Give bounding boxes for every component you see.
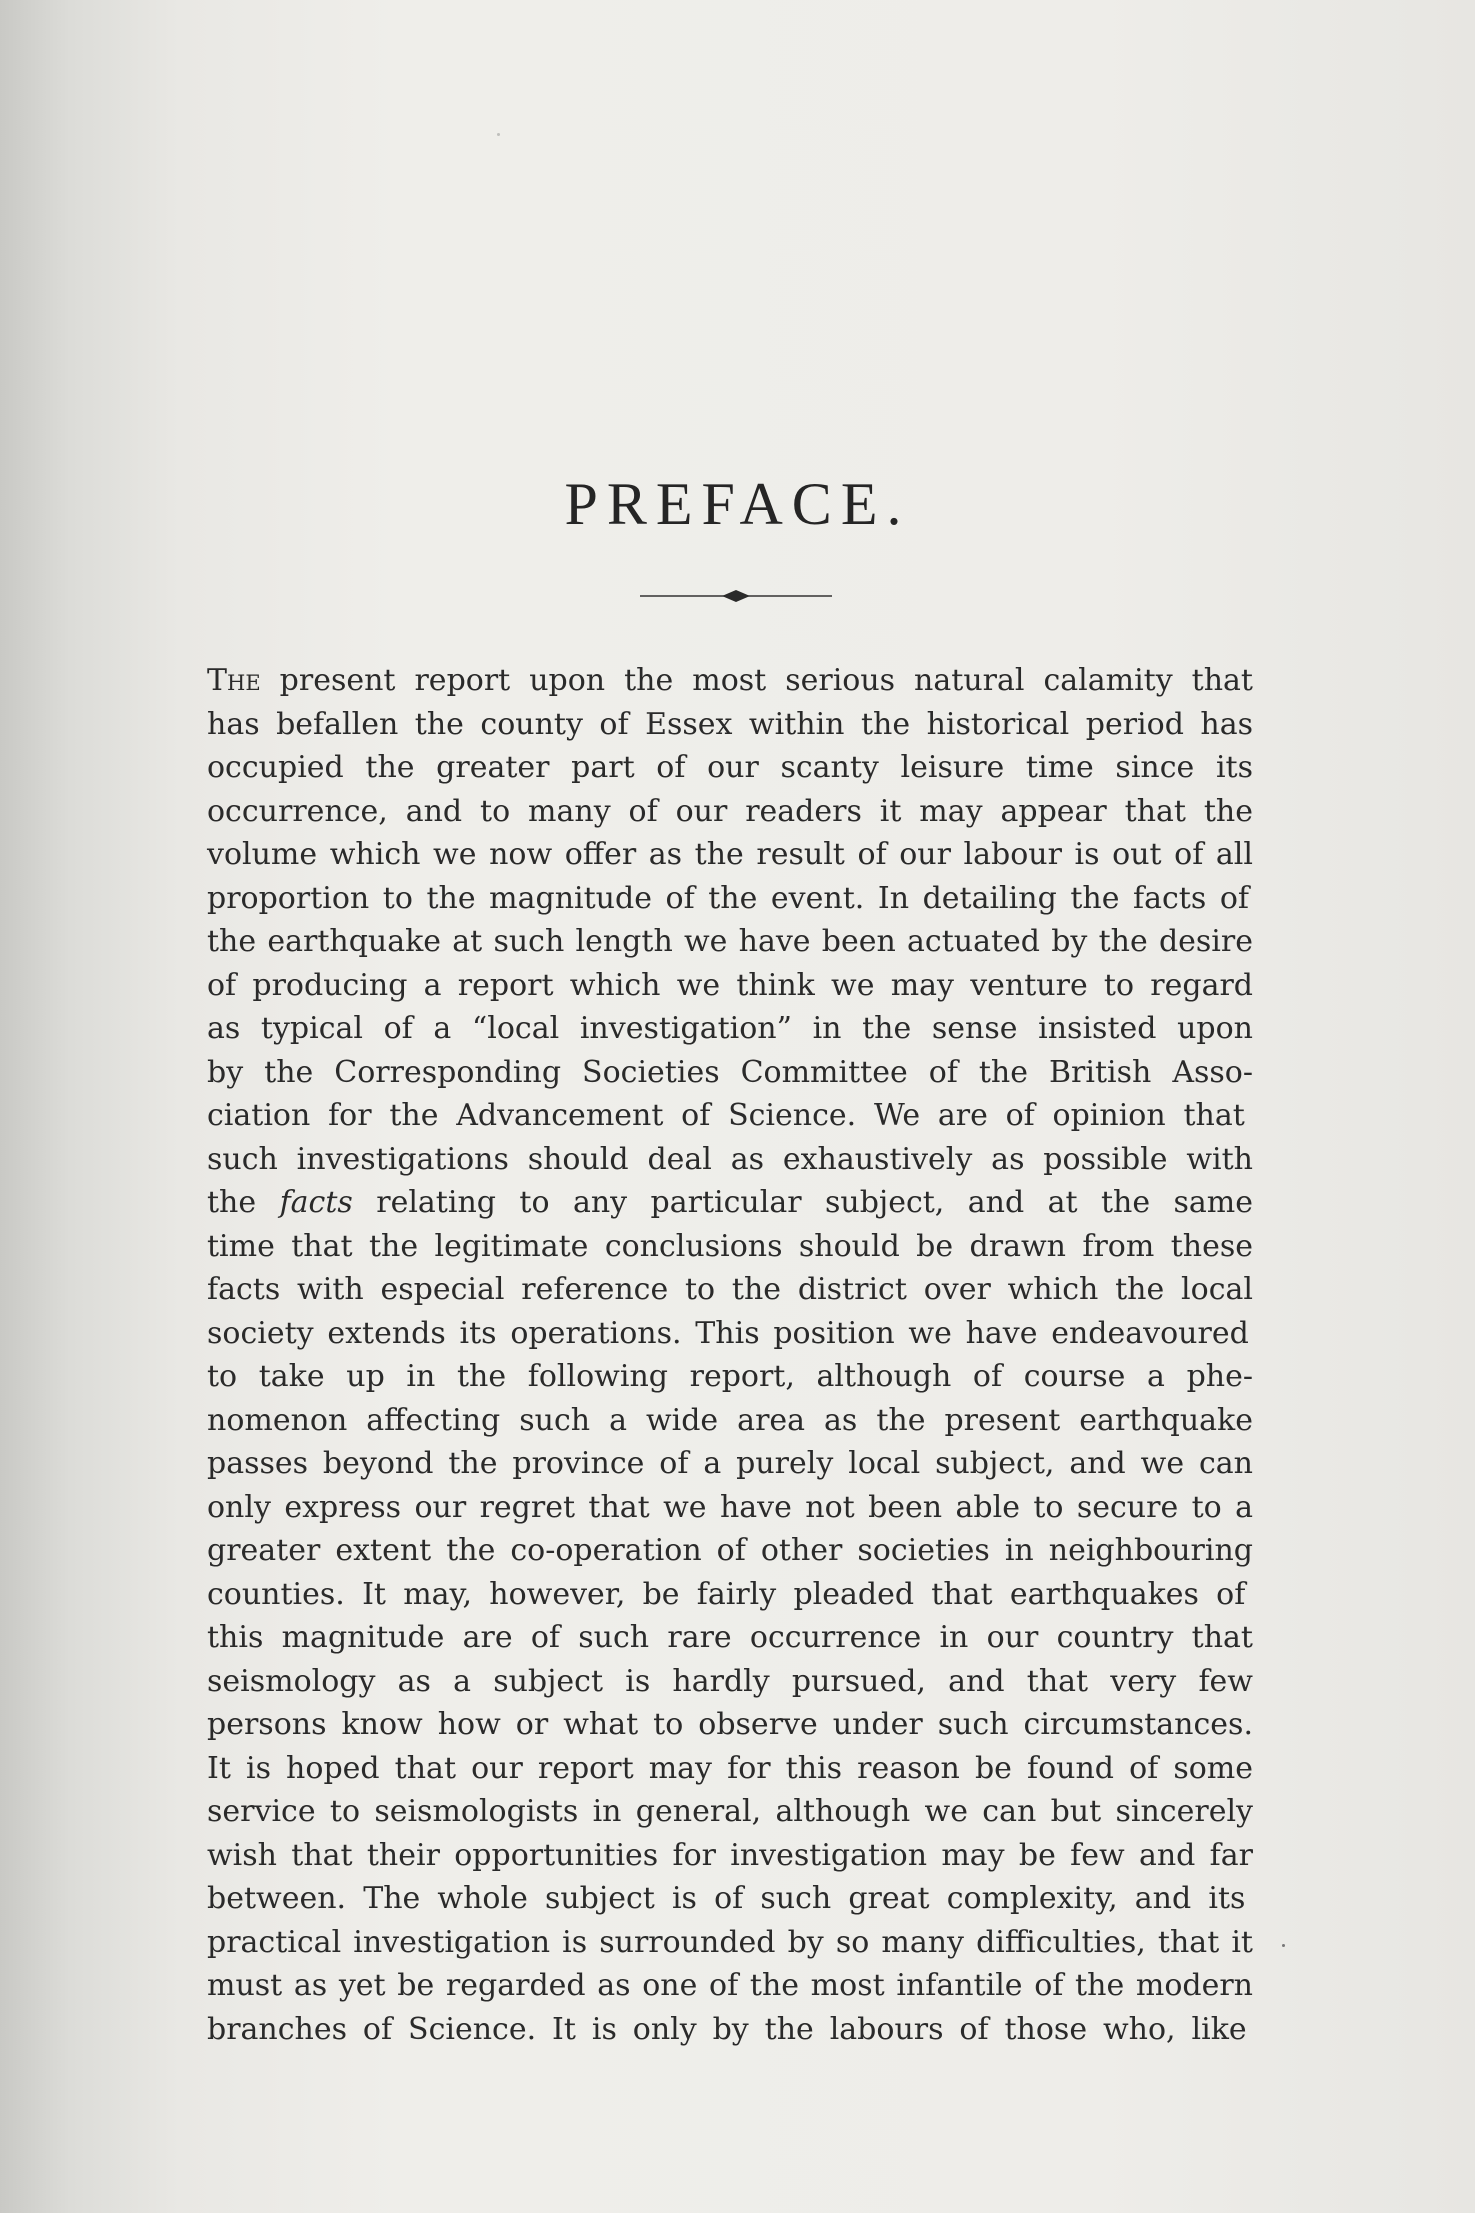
text-fragment: present report upon the most serious natural calamity that <box>260 663 1253 698</box>
text-fragment: proportion to the magnitude of the event. In detailing the facts of <box>207 880 1249 916</box>
text-fragment: relating to any particular subject, and at the same <box>352 1185 1253 1220</box>
text-line <box>207 877 1253 921</box>
text-line <box>207 703 1253 747</box>
text-fragment: greater extent the co-operation of other societies in neighbouring <box>207 1533 1253 1568</box>
text-fragment: It is hoped that our report may for this reason be found of some <box>207 1750 1253 1786</box>
text-fragment: passes beyond the province of a purely local subject, and we can <box>207 1446 1253 1481</box>
text-line <box>207 833 1253 877</box>
text-line <box>207 1877 1253 1921</box>
text-line <box>207 964 1253 1008</box>
text-line <box>207 1312 1253 1356</box>
text-line <box>207 1225 1253 1269</box>
text-fragment: has befallen the county of Essex within the historical period has <box>207 706 1253 742</box>
text-line <box>207 1834 1253 1878</box>
margin-speck <box>1282 1944 1285 1947</box>
text-fragment: such investigations should deal as exhaustively as possible with <box>207 1141 1253 1177</box>
text-fragment: service to seismologists in general, although we can but sincerely <box>207 1794 1253 1829</box>
text-line <box>207 1747 1253 1791</box>
opening-word: The <box>207 663 261 698</box>
text-fragment: nomenon affecting such a wide area as the present earthquake <box>207 1402 1253 1438</box>
text-line <box>207 1094 1253 1138</box>
text-fragment: time that the legitimate conclusions should be drawn from these <box>207 1228 1253 1264</box>
text-fragment: the earthquake at such length we have been actuated by the desire <box>207 924 1253 959</box>
text-line <box>207 1268 1253 1312</box>
text-line <box>207 790 1253 834</box>
text-line <box>207 1921 1253 1965</box>
text-fragment: seismology as a subject is hardly pursued, and that very few <box>207 1663 1253 1699</box>
title-ornament-rule <box>640 586 832 606</box>
text-fragment: as typical of a “local investigation” in the sense insisted upon <box>207 1011 1253 1046</box>
text-fragment: volume which we now offer as the result of our labour is out of all <box>207 837 1253 872</box>
text-line <box>207 1790 1253 1834</box>
text-line <box>207 1964 1253 2008</box>
text-line <box>207 659 1253 703</box>
text-line <box>207 920 1253 964</box>
text-line <box>207 1051 1253 1095</box>
text-fragment: counties. It may, however, be fairly pleaded that earthquakes of <box>207 1576 1246 1612</box>
text-line <box>207 1181 1253 1225</box>
text-fragment: only express our regret that we have not been able to secure to a <box>207 1489 1253 1525</box>
page-title: PREFACE. <box>564 471 911 537</box>
text-fragment: this magnitude are of such rare occurrence in our country that <box>207 1620 1253 1655</box>
text-line <box>207 1486 1253 1530</box>
text-line <box>207 2008 1253 2052</box>
text-fragment: persons know how or what to observe under such circumstances. <box>207 1707 1253 1742</box>
text-fragment: by the Corresponding Societies Committee of the British Asso- <box>207 1054 1253 1090</box>
text-fragment: ciation for the Advancement of Science. We are of opinion that <box>207 1098 1245 1133</box>
text-fragment: of producing a report which we think we may venture to regard <box>207 967 1253 1003</box>
text-line <box>207 1355 1253 1399</box>
text-line <box>207 1007 1253 1051</box>
text-fragment: must as yet be regarded as one of the most infantile of the modern <box>207 1968 1253 2003</box>
text-fragment: between. The whole subject is of such great complexity, and its <box>207 1881 1246 1916</box>
text-fragment: occurrence, and to many of our readers it may appear that the <box>207 793 1253 829</box>
text-fragment: facts with especial reference to the district over which the local <box>207 1272 1253 1307</box>
text-fragment: wish that their opportunities for investigation may be few and far <box>207 1837 1253 1873</box>
text-line <box>207 1660 1253 1704</box>
text-fragment: to take up in the following report, although of course a phe- <box>207 1359 1253 1394</box>
text-line <box>207 1616 1253 1660</box>
text-line <box>207 1442 1253 1486</box>
preface-body <box>207 659 1253 2051</box>
text-fragment: occupied the greater part of our scanty leisure time since its <box>207 750 1253 785</box>
text-line <box>207 1138 1253 1182</box>
text-line <box>207 746 1253 790</box>
emphasis-word: facts <box>279 1185 353 1220</box>
text-line <box>207 1529 1253 1573</box>
text-fragment: society extends its operations. This position we have endeavoured <box>207 1315 1249 1351</box>
margin-speck <box>497 133 500 136</box>
text-fragment: branches of Science. It is only by the labours of those who, like <box>207 2011 1247 2047</box>
text-fragment: the <box>207 1185 280 1220</box>
text-fragment: practical investigation is surrounded by so many difficulties, that it <box>207 1924 1253 1960</box>
text-line <box>207 1703 1253 1747</box>
text-line <box>207 1573 1253 1617</box>
text-line <box>207 1399 1253 1443</box>
